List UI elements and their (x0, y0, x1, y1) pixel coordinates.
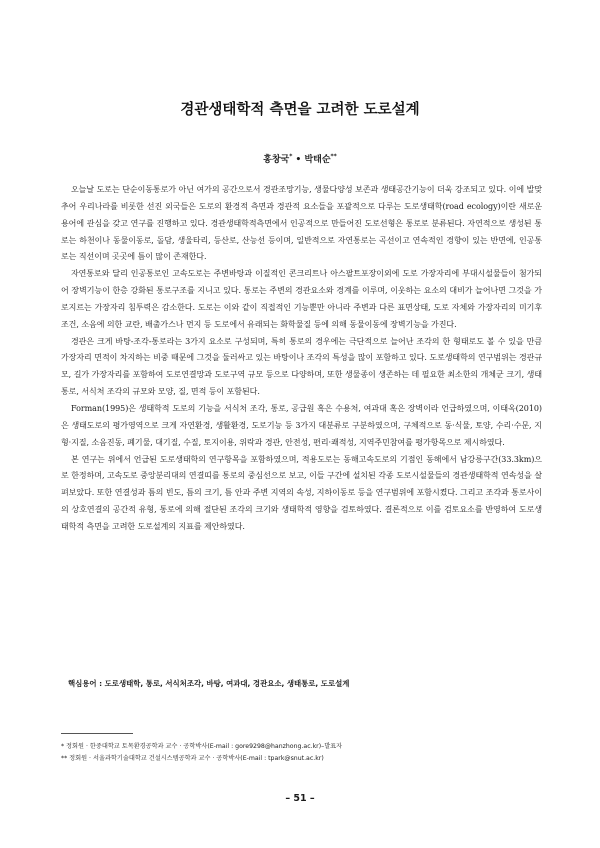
author-2-name: 박태순 (304, 155, 331, 165)
paragraph-2: 자연통로와 달리 인공통로인 고속도로는 주변바탕과 이질적인 콘크리트나 아스팔트포장이외에 도로 가장자리에 부대시설물들이 첨가되어 장벽기능이 한층 강화된 통로구조를 지니고 있다. 통로는 주변의 경관요소와 경계를 이루며, 이웃하는 요소의 대비가 늘어나면 그것을 가로지르는 가장자리 침투력은 감소한다. 도로는 이와 같이 직접적인 기능뿐만 아니라 주변과 다른 표면상태, 도로 자체와 가장자리의 미기후조건, 소음에 의한 교란, 배출가스나 먼지 등 도로에서 유래되는 화학물질 등에 의해 동물이동에 장벽기능을 가진다. (61, 269, 542, 329)
paragraph-1: 오늘날 도로는 단순이동통로가 아닌 여가의 공간으로서 경관조망기능, 생물다양성 보존과 생태공간기능이 더욱 강조되고 있다. 이에 발맞추어 우리나라를 비롯한 선진 외국들은 도로의 환경적 측면과 경관적 요소들을 포괄적으로 다루는 도로생태학(road ecology)이란 새로운 용어에 관심을 갖고 연구를 진행하고 있다. 경관생태학적측면에서 인공적으로 만들어진 도로선형은 통로로 분류된다. 자연적으로 생성된 통로는 하천이나 동물이동로, 돌담, 생울타리, 등산로, 산능선 등이며, 일반적으로 자연통로는 곡선이고 연속적인 경향이 있는 반면에, 인공통로는 직선이며 곳곳에 틈이 많이 존재한다. (61, 185, 542, 262)
footnote-divider (61, 733, 133, 734)
page-number: – 51 – (285, 793, 315, 804)
paragraph-5: 본 연구는 위에서 언급된 도로생태학의 연구항목을 포함하였으며, 적용도로는 동해고속도로의 기점인 동해에서 남강릉구간(33.3km)으로 한정하며, 고속도로 중앙분리대의 연결띠를 통로의 중심선으로 보고, 이들 구간에 설치된 각종 도로시설물들의 경관생태학적 연속성을 살펴보았다. 또한 연결성과 틈의 빈도, 틈의 크기, 틈 안과 주변 지역의 속성, 지하이동로 등을 연구범위에 포함시켰다. 그리고 조각과 통로사이의 상호연결의 공간적 유형, 통로에 의해 절단된 조각의 크기와 생태학적 영향을 검토하였다. 결론적으로 이를 검토요소를 반영하여 도로생태학적 측면을 고려한 도로설계의 지표를 제안하였다. (61, 454, 542, 531)
paragraph-4: Forman(1995)은 생태학적 도로의 기능을 서식처 조각, 통로, 공급원 혹은 수용처, 여과대 혹은 장벽이라 언급하였으며, 이태옥(2010)은 생태도로의 평가영역으로 크게 자연환경, 생활환경, 도로기능 등 3가지 대분류로 구분하였으며, 구체적으로 동·식물, 토양, 수리·수문, 지형·지질, 소음진동, 폐기물, 대기질, 수질, 토지이용, 위락과 경관, 안전성, 편리·쾌적성, 지역주민참여를 평가항목으로 제시하였다. (61, 403, 542, 447)
author-1-mark: * (289, 153, 293, 160)
footnote-2: ** 정회원 · 서울과학기술대학교 건설시스템공학과 교수 · 공학박사(E-mail : tpark@snut.ac.kr) (61, 755, 324, 762)
abstract-body (61, 182, 542, 536)
keywords-line: 핵심용어 : 도로생태학, 통로, 서식처조각, 바탕, 여과대, 경관요소, 생태통로, 도로설계 (68, 679, 350, 688)
author-2-mark: ** (330, 153, 337, 160)
author-1-name: 홍창국 (263, 155, 290, 165)
paragraph-3: 경관은 크게 바탕-조각-통로라는 3가지 요소로 구성되며, 특히 통로의 경우에는 극단적으로 늘어난 조각의 한 형태로도 볼 수 있을 만큼 가장자리 면적이 차지하는 비중 때문에 그것을 둘러싸고 있는 바탕이나 조각의 특성을 많이 포함하고 있다. 도로생태학의 연구범위는 경관규모, 길가 가장자리를 포함하여 도로연결망과 도로구역 규모 등으로 다양하며, 또한 생물종이 생존하는 데 필요한 최소한의 개체군 크기, 생태통로, 서식처 조각의 규모와 모양, 질, 면적 등이 포함된다. (61, 336, 542, 397)
paper-title: 경관생태학적 측면을 고려한 도로설계 (180, 102, 420, 118)
author-line (0, 152, 600, 165)
footnotes (61, 741, 551, 765)
author-separator: • (292, 155, 305, 165)
footnote-1: * 정회원 · 한중대학교 토목환경공학과 교수 · 공학박사(E-mail : gore9298@hanzhong.ac.kr)–발표자 (61, 743, 343, 750)
